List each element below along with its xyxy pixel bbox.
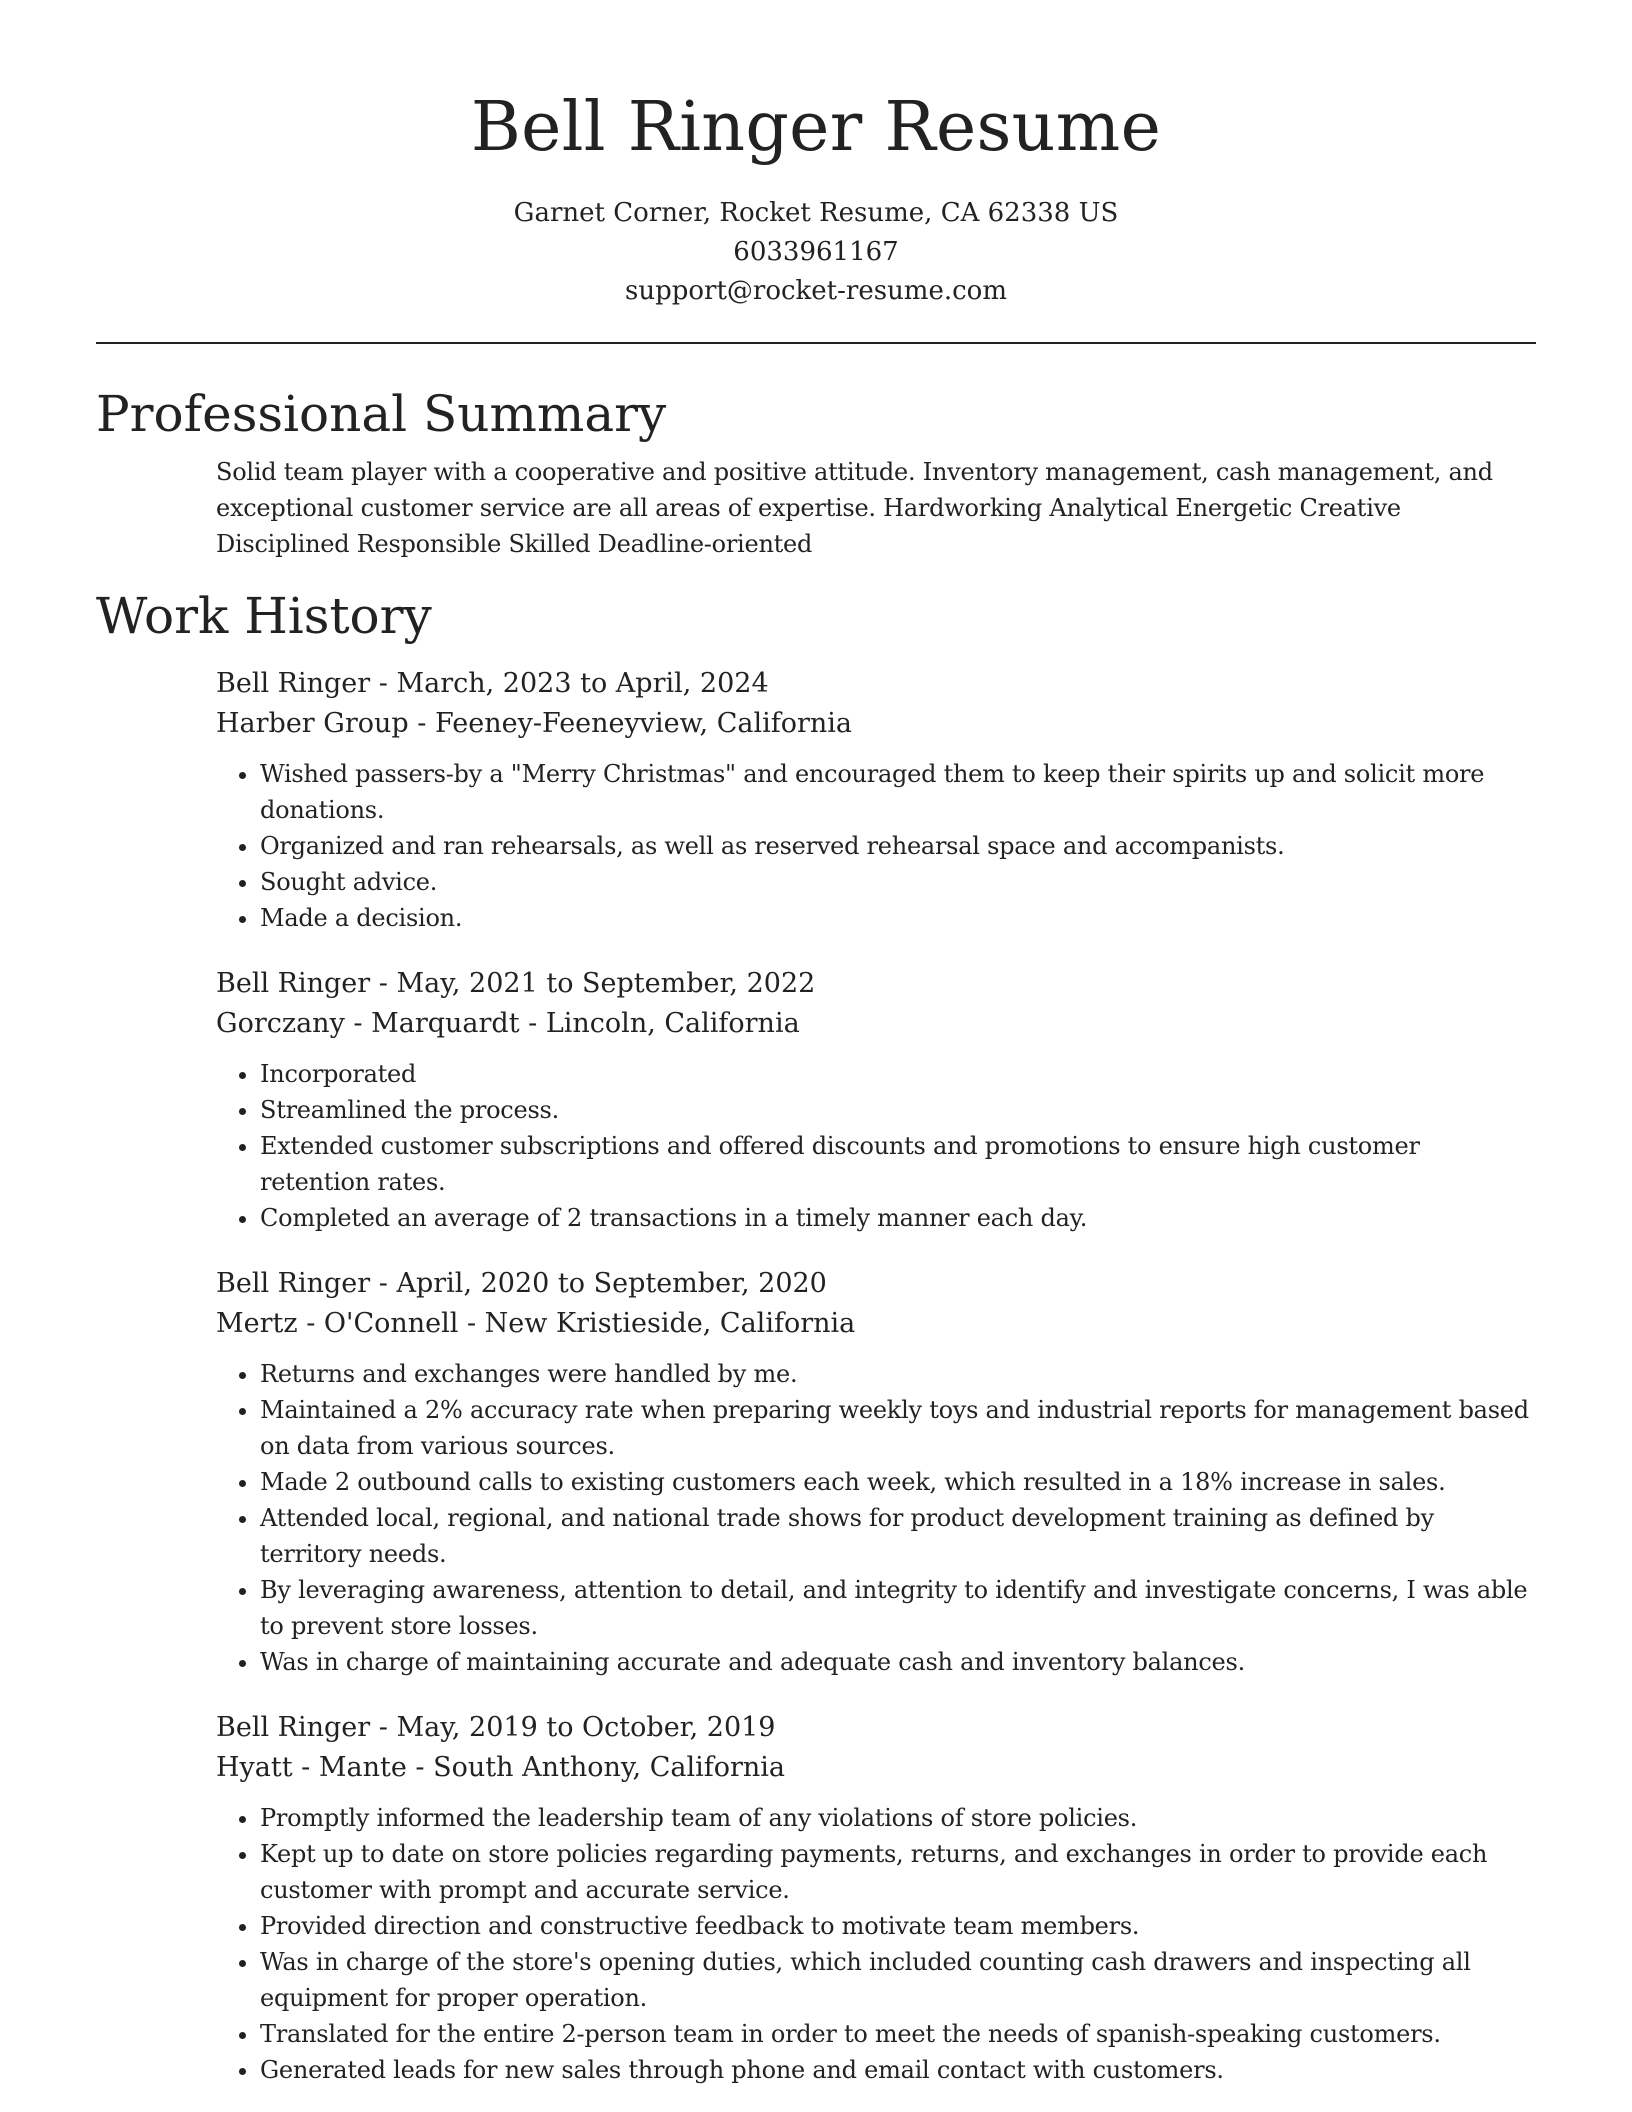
summary-heading: Professional Summary bbox=[96, 385, 667, 443]
contact-address: Garnet Corner, Rocket Resume, CA 62338 US bbox=[513, 198, 1119, 228]
job-duties-list bbox=[216, 1356, 1536, 1680]
job-duty: • Streamlined the process. bbox=[260, 1092, 1536, 1128]
contact-info bbox=[96, 194, 1536, 311]
job-duties-list bbox=[216, 1056, 1536, 1236]
job-duty: • Promptly informed the leadership team of any violations of store policies. bbox=[260, 1800, 1536, 1836]
job-duty: • Completed an average of 2 transactions in a timely manner each day. bbox=[260, 1200, 1536, 1236]
job-duty: • Organized and ran rehearsals, as well as reserved rehearsal space and accompanists. bbox=[260, 828, 1536, 864]
resume-name: Bell Ringer Resume bbox=[470, 88, 1162, 167]
resume-content bbox=[96, 382, 1536, 2088]
job-title: Bell Ringer - April, 2020 to September, 2020 bbox=[216, 1268, 827, 1299]
contact-email: support@rocket-resume.com bbox=[624, 276, 1007, 306]
contact-phone: 6033961167 bbox=[733, 237, 899, 267]
job-duty: • Made 2 outbound calls to existing customers each week, which resulted in a 18% increase in sales. bbox=[260, 1464, 1536, 1500]
job-company: Hyatt - Mante - South Anthony, California bbox=[216, 1752, 786, 1783]
job-duty: • Made a decision. bbox=[260, 900, 1536, 936]
job-duty: • Attended local, regional, and national trade shows for product development training as defined by territory needs. bbox=[260, 1500, 1536, 1572]
job-duty: • Returns and exchanges were handled by me. bbox=[260, 1356, 1536, 1392]
job-duty: • Was in charge of the store's opening duties, which included counting cash drawers and inspecting all equipment for proper operation. bbox=[260, 1944, 1536, 2016]
job-duty: • Translated for the entire 2-person team in order to meet the needs of spanish-speaking customers. bbox=[260, 2016, 1536, 2052]
job-duty: • Was in charge of maintaining accurate and adequate cash and inventory balances. bbox=[260, 1644, 1536, 1680]
job-duty: • Kept up to date on store policies regarding payments, returns, and exchanges in order to provide each customer with prompt and accurate service. bbox=[260, 1836, 1536, 1908]
job-entry bbox=[216, 1264, 1536, 1680]
job-title: Bell Ringer - May, 2019 to October, 2019 bbox=[216, 1712, 776, 1743]
summary-text: Solid team player with a cooperative and positive attitude. Inventory management, cash management, and exceptional customer service are all areas of expertise. Hardworking Analytical Energetic Creative Disciplined Responsible Skilled Deadline-oriented bbox=[216, 458, 1493, 558]
job-title: Bell Ringer - March, 2023 to April, 2024 bbox=[216, 668, 769, 699]
job-entry bbox=[216, 664, 1536, 936]
job-duty: • Wished passers-by a "Merry Christmas" and encouraged them to keep their spirits up and solicit more donations. bbox=[260, 756, 1536, 828]
job-entry bbox=[216, 964, 1536, 1236]
header-divider bbox=[96, 342, 1536, 344]
job-duties-list bbox=[216, 756, 1536, 936]
job-duty: • Incorporated bbox=[260, 1056, 1536, 1092]
job-duty: • Sought advice. bbox=[260, 864, 1536, 900]
job-company: Gorczany - Marquardt - Lincoln, California bbox=[216, 1008, 800, 1039]
job-title: Bell Ringer - May, 2021 to September, 2022 bbox=[216, 968, 816, 999]
resume-header bbox=[96, 80, 1536, 311]
job-company: Harber Group - Feeney-Feeneyview, California bbox=[216, 708, 853, 739]
job-entry bbox=[216, 1708, 1536, 2088]
job-company: Mertz - O'Connell - New Kristieside, California bbox=[216, 1308, 856, 1339]
job-duty: • Maintained a 2% accuracy rate when preparing weekly toys and industrial reports for management based on data from various sources. bbox=[260, 1392, 1536, 1464]
job-duty: • Provided direction and constructive feedback to motivate team members. bbox=[260, 1908, 1536, 1944]
job-duty: • Extended customer subscriptions and offered discounts and promotions to ensure high customer retention rates. bbox=[260, 1128, 1536, 1200]
job-duty: • Generated leads for new sales through phone and email contact with customers. bbox=[260, 2052, 1536, 2088]
job-duty: • By leveraging awareness, attention to detail, and integrity to identify and investigate concerns, I was able to prevent store losses. bbox=[260, 1572, 1536, 1644]
job-duties-list bbox=[216, 1800, 1536, 2088]
work-history-heading: Work History bbox=[96, 587, 432, 645]
